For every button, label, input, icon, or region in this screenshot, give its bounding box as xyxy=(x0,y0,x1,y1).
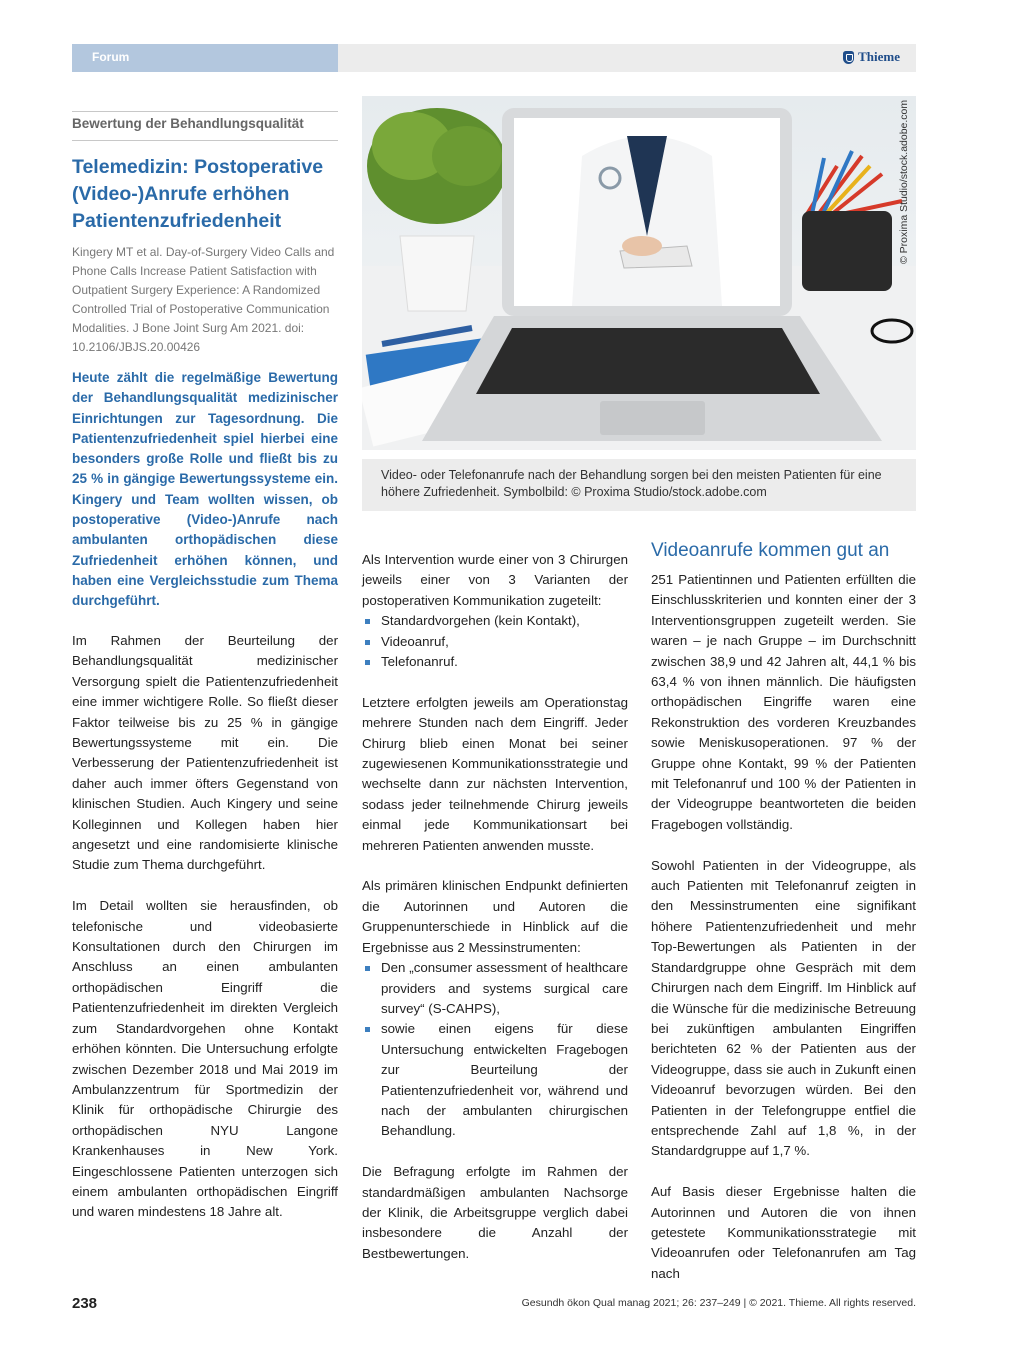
left-body xyxy=(72,631,338,1243)
page-number: 238 xyxy=(72,1295,98,1312)
header-section-bar xyxy=(72,44,338,72)
paragraph: Sowohl Patienten in der Videogruppe, als auch Patienten mit Telefonanruf zeigten in den Messinstrumenten eine signifikant höhere Patientenzufriedenheit und mehr Top-Bewertungen als Patienten in der Standardgruppe ohne Gespräch mit dem Chirurgen nach dem Eingriff. Im Hinblick auf die Wünsche für die medizinische Betreuung bei zukünftigen ambulanten Eingriffen berichteten 62 % der Patienten aus der Videogruppe, dass sie auch in Zukunft einen Videoanruf bevorzugen würden. Bei den Patienten in der Telefongruppe entfiel die entsprechende Zahl auf 1,8 %, in der Standardgruppe auf 1,7 %. xyxy=(651,857,916,1159)
paragraph: 251 Patientinnen und Patienten erfüllten die Einschlusskriterien und konnten einer der 3 Interventionsgruppen zugeteilt werden. Sie waren – je nach Gruppe – im Durchschnitt zwischen 38,9 und 42 Jahren alt, 44,1 % bis 63,4 % von ihnen männlich. Die häufigsten orthopädischen Eingriffe waren eine Rekonstruktion des vorderen Kreuzbandes sowie Meniskusoperationen. 97 % der Gruppe ohne Kontakt, 99 % der Patienten mit Telefonanruf und 100 % der Patienten in der Videogruppe beantworteten die beiden Fragebogen vollständig. xyxy=(651,572,916,832)
subheading: Videoanrufe kommen gut an xyxy=(651,540,890,561)
top-rule xyxy=(72,111,338,112)
middle-body xyxy=(362,550,628,1285)
paragraph: Auf Basis dieser Ergebnisse halten die Autorinnen und Autoren die von ihnen getestete Kommunikationsstrategie mit Videoanrufen oder Telefonanrufen am Tag nach xyxy=(651,1184,916,1281)
intervention-list xyxy=(362,611,628,672)
paragraph: Als primären klinischen Endpunkt definierten die Autorinnen und Autoren die Gruppenunterschiede in Hinblick auf die Ergebnisse aus 2 Messinstrumenten: xyxy=(362,878,628,955)
header-brand-bar xyxy=(338,44,916,72)
publisher-name: Thieme xyxy=(858,49,900,64)
paragraph: Letztere erfolgten jeweils am Operationstag mehrere Stunden nach dem Eingriff. Jeder Chirurg blieb einen Monat bei seiner zugewiesenen Kommunikationsstrategie und wechselte dann zur nächsten Intervention, sodass jeder teilnehmende Chirurg jeweils einmal jede Kommunikationsart bei mehreren Patienten anwenden musste. xyxy=(362,694,628,853)
laptop-doctor-illustration xyxy=(362,96,916,450)
section-label: Bewertung der Behandlungsqualität xyxy=(72,116,304,131)
list-item: Standardvorgehen (kein Kontakt), xyxy=(362,611,628,631)
journal-footer: Gesundh ökon Qual manag 2021; 26: 237–249 | © 2021. Thieme. All rights reserved. xyxy=(521,1297,916,1309)
instrument-list xyxy=(362,958,628,1142)
paragraph: Als Intervention wurde einer von 3 Chirurgen jeweils einer von 3 Varianten der postoperativen Kommunikation zugeteilt: xyxy=(362,552,628,608)
thieme-shield-icon xyxy=(843,51,854,64)
article-photo xyxy=(362,96,916,450)
lead-paragraph: Heute zählt die regelmäßige Bewertung der Behandlungsqualität medizinischer Einrichtungen zur Tagesordnung. Die Patientenzufriedenheit spiel hierbei eine besonders große Rolle und fließt bis zu 25 % in gängige Bewertungssysteme ein. Kingery und Team wollten wissen, ob postoperative (Video-)Anrufe nach ambulanten orthopädischen diese Zufriedenheit erhöhen können, und haben eine Vergleichsstudie zum Thema durchgeführt. xyxy=(72,370,338,609)
paragraph: Die Befragung erfolgte im Rahmen der standardmäßigen ambulanten Nachsorge der Klinik, die Arbeitsgruppe verglich dabei insbesondere die Anzahl der Bestbewertungen. xyxy=(362,1164,628,1261)
photo-credit xyxy=(896,99,912,266)
photo-credit-text: © Proxima Studio/stock.adobe.com xyxy=(898,99,910,264)
paragraph: Im Detail wollten sie herausfinden, ob telefonische und videobasierte Konsultationen durch den Chirurgen im Anschluss an einen ambulanten orthopädischen Eingriff die Patientenzufriedenheit im direkten Vergleich zum Standardvorgehen ohne Kontakt erhöhen könnten. Die Untersuchung erfolgte zwischen Dezember 2018 und Mai 2019 im Ambulanzzentrum für Sportmedizin der Klinik für orthopädische Chirurgie des orthopädischen NYU Langone Krankenhauses in New York. Eingeschlossene Patienten unterzogen sich einem ambulanten orthopädischen Eingriff und waren mindestens 18 Jahre alt. xyxy=(72,898,338,1220)
section-rule xyxy=(72,140,338,141)
figure-caption: Video- oder Telefonanrufe nach der Behandlung sorgen bei den meisten Patienten für eine höhere Zufriedenheit. Symbolbild: © Proxima Studio/stock.adobe.com xyxy=(381,468,882,499)
article-title: Telemedizin: Postoperative (Video-)Anrufe erhöhen Patientenzufriedenheit xyxy=(72,156,324,232)
publisher-logo xyxy=(843,49,900,65)
list-item: Videoanruf, xyxy=(362,632,628,652)
list-item: Den „consumer assessment of healthcare providers and systems surgical care survey“ (S-CAHPS), xyxy=(362,958,628,1019)
right-body xyxy=(651,570,916,1305)
figure-caption-box xyxy=(362,459,916,511)
list-item: sowie einen eigens für diese Untersuchung entwickelten Fragebogen zur Beurteilung der Patientenzufriedenheit vor, während und nach der ambulanten chirurgischen Behandlung. xyxy=(362,1019,628,1141)
citation: Kingery MT et al. Day-of-Surgery Video Calls and Phone Calls Increase Patient Satisfaction with Outpatient Surgery Experience: A Randomized Controlled Trial of Postoperative Communication Modalities. J Bone Joint Surg Am 2021. doi: 10.2106/JBJS.20.00426 xyxy=(72,245,335,354)
header-section-label: Forum xyxy=(92,50,130,64)
list-item: Telefonanruf. xyxy=(362,652,628,672)
paragraph: Im Rahmen der Beurteilung der Behandlungsqualität medizinischer Versorgung spielt die Patientenzufriedenheit eine immer wichtigere Rolle. So fließt dieser Faktor teilweise bis zu 25 % in gängige Bewertungssysteme mit ein. Die Verbesserung der Patientenzufriedenheit ist daher auch immer öfters Gegenstand von klinischen Studien. Auch Kingery und seine Kolleginnen und Kollegen haben hier angesetzt und eine randomisierte klinische Studie zum Thema durchgeführt. xyxy=(72,633,338,873)
